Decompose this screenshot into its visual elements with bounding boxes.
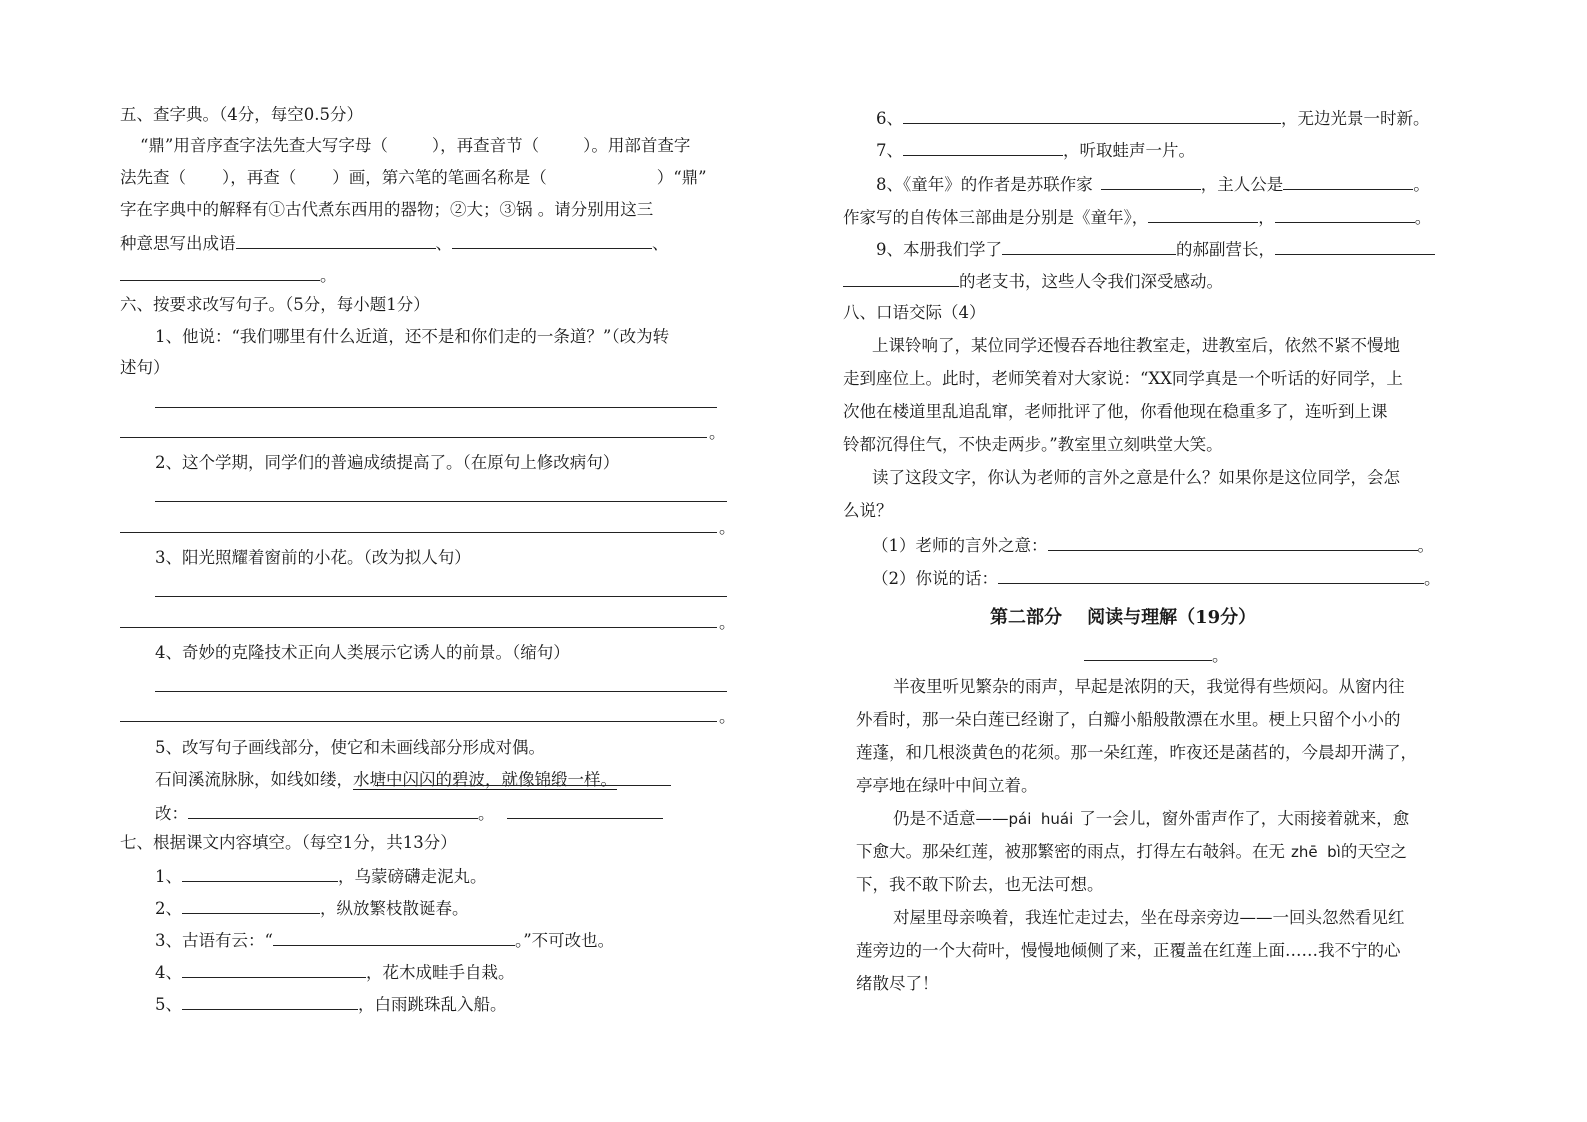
s7-q5-blank[interactable]: [182, 992, 358, 1010]
reading-p3-line-2: 莲旁边的一个大荷叶，慢慢地倾侧了来，正覆盖在红莲上面……我不宁的心: [856, 941, 1401, 960]
s6-q3-answer-line-1[interactable]: [155, 596, 727, 597]
s7-q8-hero-blank[interactable]: [1283, 172, 1413, 190]
s6-q4-answer-line-2[interactable]: [120, 721, 717, 722]
s7-q4-blank[interactable]: [182, 960, 366, 978]
period: 。: [719, 613, 736, 632]
s7-q3-blank[interactable]: [273, 928, 515, 946]
reading-p2-line-3: 下，我不敢下阶去，也无法可想。: [856, 875, 1104, 894]
s8-answer-2: （2）你说的话： 。: [872, 566, 1441, 590]
s7-q1-blank[interactable]: [182, 864, 338, 882]
reading-p1-line-3: 莲蓬，和几根淡黄色的花须。那一朵红莲，昨夜还是菡萏的，今晨却开满了，: [856, 743, 1417, 762]
s8-passage-line-2: 走到座位上。此时，老师笑着对大家说：“XX同学真是一个听话的好同学，上: [843, 369, 1403, 388]
s7-q5: 5、 ，白雨跳珠乱入船。: [155, 992, 507, 1016]
s6-q1-answer-line-1[interactable]: [155, 407, 717, 408]
idiom-blank-2[interactable]: [452, 231, 652, 249]
reading-p1-line-2: 外看时，那一朵白莲已经谢了，白瓣小船般散漂在水里。梗上只留个小小的: [856, 710, 1401, 729]
pinyin-zhe-bi: zhē bì: [1291, 843, 1341, 861]
reading-p1-line-4: 亭亭地在绿叶中间立着。: [856, 776, 1038, 795]
s7-q9-blank-1[interactable]: [1002, 237, 1176, 255]
section-5-title: 五、查字典。（4分，每空0.5分）: [120, 105, 363, 124]
part-2-title: 第二部分 阅读与理解（19分）: [990, 607, 1257, 628]
s6-q5-blank-2[interactable]: [507, 801, 663, 819]
s7-q8-line-1: 8、《童年》的作者是苏联作家 ，主人公是 。: [876, 172, 1430, 196]
s5-line-5: 。: [120, 263, 337, 287]
reading-title-line: 。: [1084, 643, 1229, 667]
s7-q8-book-2-blank[interactable]: [1148, 205, 1258, 223]
period: 。: [719, 518, 736, 537]
pinyin-pai-huai: pái huái: [1008, 810, 1074, 828]
s8-answer-2-blank[interactable]: [998, 566, 1424, 584]
s7-q3: 3、古语有云：“ 。”不可改也。: [155, 928, 614, 952]
s7-q9-blank-2[interactable]: [1275, 237, 1435, 255]
s8-passage-line-3: 次他在楼道里乱追乱窜，老师批评了他，你看他现在稳重多了，连听到上课: [843, 402, 1388, 421]
s5-line-2: 法先查（ ），再查（ ）画，第六笔的笔画名称是（ ）“鼎”: [120, 168, 707, 187]
reading-p3-line-1: 对屋里母亲唤着，我连忙走过去，坐在母亲旁边——一回头忽然看见红: [893, 908, 1405, 927]
s6-q5: 5、改写句子画线部分，使它和未画线部分形成对偶。: [155, 738, 545, 757]
s8-passage-line-1: 上课铃响了，某位同学还慢吞吞地往教室走，进教室后，依然不紧不慢地: [872, 336, 1400, 355]
s6-q1-line-1: 1、他说：“我们哪里有什么近道，还不是和你们走的一条道？”（改为转: [155, 327, 670, 346]
section-7-title: 七、根据课文内容填空。（每空1分，共13分）: [120, 833, 457, 852]
s5-line-3: 字在字典中的解释有①古代煮东西用的器物；②大；③锅 。请分别用这三: [120, 200, 654, 219]
s6-q2-answer-line-1[interactable]: [155, 501, 727, 502]
s7-q2-blank[interactable]: [182, 896, 320, 914]
s7-q6-blank[interactable]: [903, 106, 1281, 124]
s7-q6: 6、 ，无边光景一时新。: [876, 106, 1430, 130]
underlined-part: 水塘中闪闪的碧波，就像锦缎一样。: [353, 770, 617, 789]
s6-q3: 3、阳光照耀着窗前的小花。（改为拟人句）: [155, 548, 471, 567]
s7-q7-blank[interactable]: [903, 138, 1063, 156]
s6-q2: 2、这个学期，同学们的普遍成绩提高了。（在原句上修改病句）: [155, 453, 620, 472]
s7-q9-line-1: 9、本册我们学了 的郝副营长，: [876, 237, 1435, 261]
s6-q2-answer-line-2[interactable]: [120, 532, 717, 533]
s7-q8-author-blank[interactable]: [1101, 172, 1201, 190]
s6-q5-answer: 改： 。: [155, 801, 663, 825]
s6-q1-answer-line-2[interactable]: [120, 437, 707, 438]
reading-p3-line-3: 绪散尽了！: [856, 974, 939, 993]
s8-answer-1: （1）老师的言外之意： 。: [872, 533, 1434, 557]
period: 。: [719, 707, 736, 726]
s8-question-line-2: 么说？: [843, 501, 893, 520]
reading-p2-line-1: 仍是不适意——pái huái 了一会儿，窗外雷声作了，大雨接着就来，愈: [893, 809, 1410, 828]
s7-q9-blank-3[interactable]: [843, 269, 959, 287]
idiom-blank-3[interactable]: [120, 263, 320, 281]
section-8-title: 八、口语交际（4）: [843, 303, 986, 322]
s7-q8-line-2: 作家写的自传体三部曲是分别是《童年》， ， 。: [843, 205, 1431, 229]
reading-title-blank[interactable]: [1084, 643, 1212, 661]
s6-q4: 4、奇妙的克隆技术正向人类展示它诱人的前景。（缩句）: [155, 643, 570, 662]
s8-question-line-1: 读了这段文字，你认为老师的言外之意是什么？如果你是这位同学，会怎: [872, 468, 1400, 487]
s8-answer-1-blank[interactable]: [1048, 533, 1418, 551]
s7-q8-book-3-blank[interactable]: [1275, 205, 1415, 223]
reading-p1-line-1: 半夜里听见繁杂的雨声，早起是浓阴的天，我觉得有些烦闷。从窗内往: [893, 677, 1405, 696]
s5-line-4: 种意思写出成语 、 、: [120, 231, 669, 255]
section-6-title: 六、按要求改写句子。（5分，每小题1分）: [120, 295, 430, 314]
s6-q5-sentence: 石间溪流脉脉，如线如缕，水塘中闪闪的碧波，就像锦缎一样。: [155, 770, 617, 789]
s6-q5-blank-1[interactable]: [188, 801, 478, 819]
reading-p2-line-2: 下愈大。那朵红莲，被那繁密的雨点，打得左右攲斜。在无 zhē bì的天空之: [856, 842, 1407, 861]
s8-passage-line-4: 铃都沉得住气，不快走两步。”教室里立刻哄堂大笑。: [843, 435, 1223, 454]
s7-q9-line-2: 的老支书，这些人令我们深受感动。: [843, 269, 1223, 293]
idiom-blank-1[interactable]: [236, 231, 436, 249]
s7-q7: 7、 ，听取蛙声一片。: [876, 138, 1195, 162]
s7-q1: 1、 ，乌蒙磅礴走泥丸。: [155, 864, 487, 888]
s6-q3-answer-line-2[interactable]: [120, 627, 717, 628]
s7-q4: 4、 ，花木成畦手自栽。: [155, 960, 515, 984]
s6-q5-underline: [375, 785, 671, 786]
s6-q4-answer-line-1[interactable]: [155, 691, 727, 692]
s6-q1-line-2: 述句）: [120, 358, 170, 377]
s5-line-1: “鼎”用音序查字法先查大写字母（ ），再查音节（ ）。用部首查字: [140, 136, 691, 155]
period: 。: [709, 423, 726, 442]
s7-q2: 2、 ，纵放繁枝散诞春。: [155, 896, 469, 920]
